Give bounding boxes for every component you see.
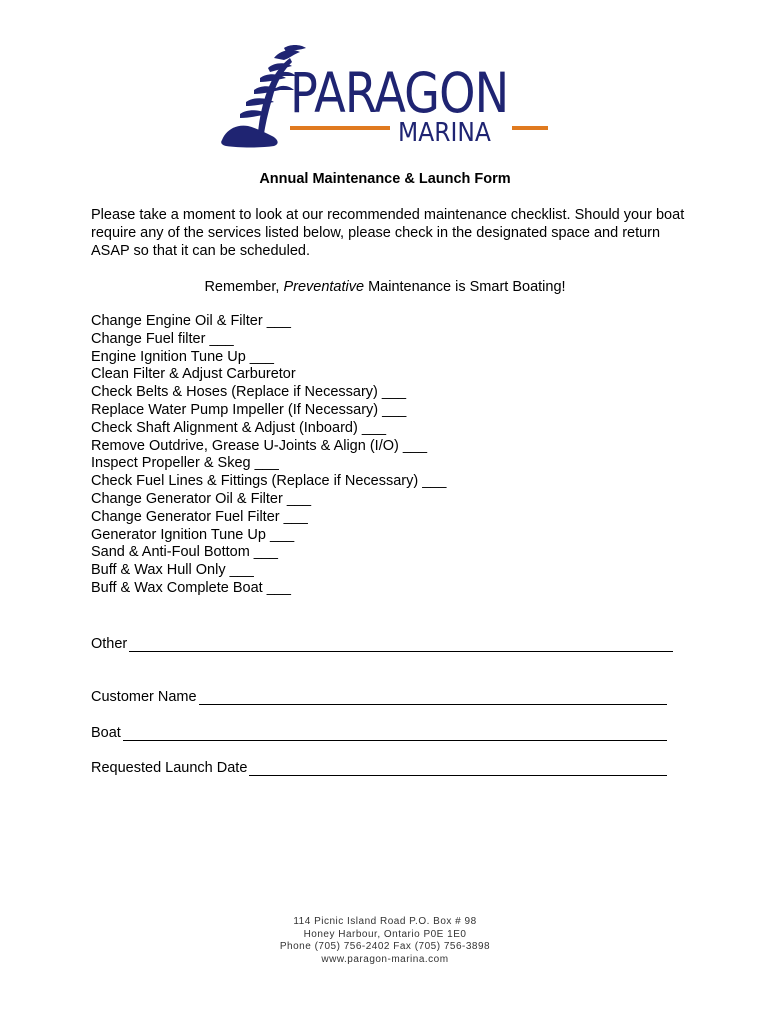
customer-name-input-line[interactable] bbox=[199, 689, 667, 705]
checklist-item[interactable]: Check Belts & Hoses (Replace if Necessary) ___ bbox=[91, 384, 407, 401]
logo-wordmark: PARAGON bbox=[290, 61, 509, 125]
launch-date-field bbox=[91, 760, 667, 776]
remember-emphasis: Preventative bbox=[283, 279, 365, 295]
footer-phone: Phone (705) 756-2402 Fax (705) 756-3898 bbox=[279, 941, 491, 952]
maintenance-checklist bbox=[91, 313, 446, 598]
logo-bar-left bbox=[290, 126, 390, 130]
checklist-item[interactable]: Change Generator Fuel Filter ___ bbox=[91, 508, 308, 525]
logo-subtitle: MARINA bbox=[398, 118, 491, 148]
checklist-item[interactable]: Clean Filter & Adjust Carburetor bbox=[91, 366, 296, 383]
footer-city: Honey Harbour, Ontario P0E 1E0 bbox=[303, 928, 467, 940]
logo-bar-right bbox=[512, 126, 548, 130]
checklist-item[interactable]: Remove Outdrive, Grease U-Joints & Align (I/O) ___ bbox=[91, 437, 428, 454]
launch-date-input-line[interactable] bbox=[249, 760, 667, 776]
other-field bbox=[91, 636, 673, 652]
footer-website[interactable]: www.paragon-marina.com bbox=[321, 953, 449, 965]
remember-before: Remember, bbox=[204, 279, 284, 295]
checklist-item[interactable]: Check Fuel Lines & Fittings (Replace if Necessary) ___ bbox=[91, 473, 447, 490]
remember-after: Maintenance is Smart Boating! bbox=[364, 279, 566, 295]
intro-paragraph: Please take a moment to look at our recommended maintenance checklist. Should your boat require any of the services listed below, please check in the designated space and return ASAP so that it can be scheduled. bbox=[91, 207, 685, 259]
form-title: Annual Maintenance & Launch Form bbox=[259, 171, 511, 187]
other-input-line[interactable] bbox=[129, 636, 673, 652]
checklist-item[interactable]: Sand & Anti-Foul Bottom ___ bbox=[91, 544, 278, 561]
checklist-item[interactable]: Engine Ignition Tune Up ___ bbox=[91, 348, 274, 365]
checklist-item[interactable]: Generator Ignition Tune Up ___ bbox=[91, 526, 295, 543]
customer-name-label: Customer Name bbox=[91, 689, 197, 705]
checklist-item[interactable]: Buff & Wax Complete Boat ___ bbox=[91, 579, 291, 596]
remember-line bbox=[0, 279, 770, 295]
checklist-item[interactable]: Buff & Wax Hull Only ___ bbox=[91, 562, 254, 579]
boat-label: Boat bbox=[91, 725, 121, 741]
footer-address: 114 Picnic Island Road P.O. Box # 98 bbox=[293, 916, 477, 927]
checklist-item[interactable]: Change Fuel filter ___ bbox=[91, 330, 234, 347]
footer-address-block bbox=[0, 916, 770, 966]
checklist-item[interactable]: Inspect Propeller & Skeg ___ bbox=[91, 455, 279, 472]
launch-date-label: Requested Launch Date bbox=[91, 760, 248, 776]
other-label: Other bbox=[91, 636, 128, 652]
customer-name-field bbox=[91, 689, 667, 705]
checklist-item[interactable]: Change Generator Oil & Filter ___ bbox=[91, 490, 312, 507]
checklist-item[interactable]: Check Shaft Alignment & Adjust (Inboard) ___ bbox=[91, 419, 387, 436]
paragon-marina-logo bbox=[220, 44, 550, 150]
checklist-item[interactable]: Replace Water Pump Impeller (If Necessary) ___ bbox=[91, 401, 407, 418]
boat-field bbox=[91, 725, 667, 741]
checklist-item[interactable]: Change Engine Oil & Filter ___ bbox=[91, 313, 291, 329]
boat-input-line[interactable] bbox=[123, 725, 667, 741]
